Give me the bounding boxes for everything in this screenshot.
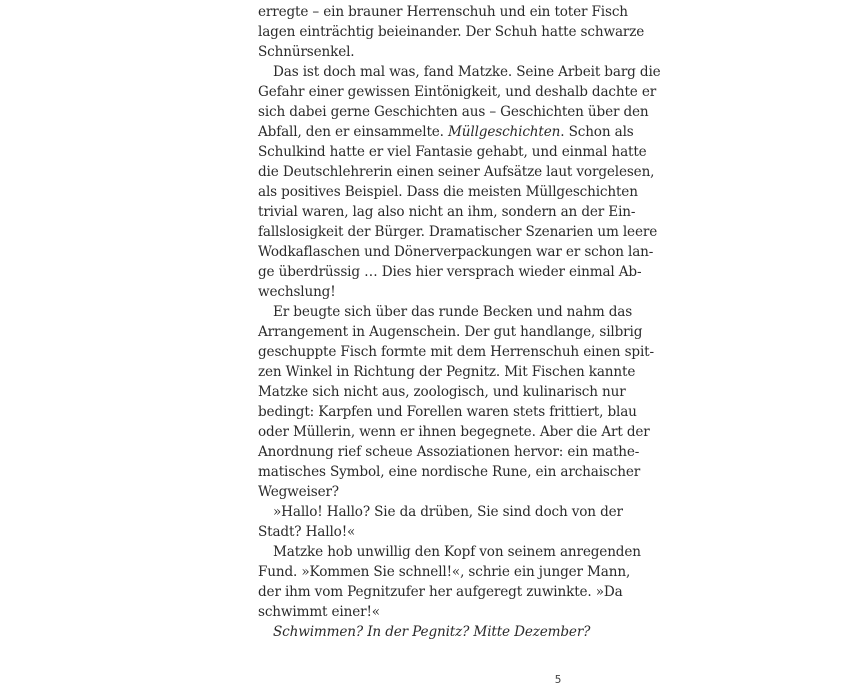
text-run: oder Müllerin, wenn er ihnen begegnete. Aber die Art der — [258, 424, 650, 440]
text-line — [258, 482, 606, 502]
text-line — [258, 502, 623, 522]
text-run: Matzke hob unwillig den Kopf von seinem anregenden — [273, 544, 641, 560]
text-line — [258, 442, 640, 462]
text-run: Arrangement in Augenschein. Der gut handlange, silbrig — [258, 324, 643, 340]
text-run: wechslung! — [258, 284, 336, 300]
text-line — [258, 522, 606, 542]
text-line — [258, 282, 606, 302]
text-line — [258, 302, 633, 322]
text-line — [258, 562, 631, 582]
paragraph — [258, 302, 654, 502]
text-line — [258, 342, 654, 362]
text-run: Abfall, den er einsammelte. — [258, 124, 449, 140]
text-run: »Hallo! Hallo? Sie da drüben, Sie sind doch von der — [273, 504, 623, 520]
text-line — [258, 322, 643, 342]
text-run: Anordnung rief scheue Assoziationen hervor: ein mathe- — [258, 444, 640, 460]
page-number: 5 — [554, 673, 562, 686]
text-run: bedingt: Karpfen und Forellen waren stets frittiert, blau — [258, 404, 637, 420]
text-run: erregte – ein brauner Herrenschuh und ein toter Fisch — [258, 4, 628, 20]
text-run: Gefahr einer gewissen Eintönigkeit, und deshalb dachte er — [258, 84, 657, 100]
text-line — [258, 22, 645, 42]
text-line — [258, 242, 654, 262]
text-line — [258, 622, 606, 642]
text-run: als positives Beispiel. Dass die meisten Müllgeschichten — [258, 184, 638, 200]
text-run: die Deutschlehrerin einen seiner Aufsätze laut vorgelesen, — [258, 164, 655, 180]
italic-text: Schwimmen? In der Pegnitz? Mitte Dezember? — [273, 624, 591, 640]
text-line — [258, 422, 650, 442]
text-line — [258, 62, 661, 82]
paragraph — [258, 62, 661, 302]
text-run: Wegweiser? — [258, 484, 339, 500]
text-line — [258, 42, 606, 62]
text-line — [258, 122, 634, 142]
text-run: Schulkind hatte er viel Fantasie gehabt, und einmal hatte — [258, 144, 647, 160]
text-run: Fund. »Kommen Sie schnell!«, schrie ein junger Mann, — [258, 564, 631, 580]
text-line — [258, 2, 628, 22]
text-run: schwimmt einer!« — [258, 604, 380, 620]
text-line — [258, 262, 642, 282]
text-line — [258, 82, 657, 102]
italic-text: Müllgeschichten — [448, 124, 561, 140]
book-page-body — [258, 2, 661, 642]
text-line — [258, 542, 641, 562]
text-line — [258, 142, 647, 162]
text-run: lagen einträchtig beieinander. Der Schuh hatte schwarze — [258, 24, 645, 40]
text-line — [258, 382, 626, 402]
text-line — [258, 462, 641, 482]
text-line — [258, 602, 606, 622]
paragraph — [258, 622, 606, 642]
text-run: fallslosigkeit der Bürger. Dramatischer Szenarien um leere — [258, 224, 658, 240]
text-run: trivial waren, lag also nicht an ihm, sondern an der Ein- — [258, 204, 636, 220]
text-line — [258, 402, 637, 422]
paragraph — [258, 2, 645, 62]
text-line — [258, 222, 658, 242]
paragraph — [258, 502, 623, 542]
text-line — [258, 162, 655, 182]
text-run: geschuppte Fisch formte mit dem Herrenschuh einen spit- — [258, 344, 654, 360]
text-run: ge überdrüssig … Dies hier versprach wieder einmal Ab- — [258, 264, 642, 280]
text-line — [258, 102, 649, 122]
paragraph — [258, 542, 641, 622]
text-run: Schnürsenkel. — [258, 44, 355, 60]
text-line — [258, 202, 636, 222]
text-run: matisches Symbol, eine nordische Rune, ein archaischer — [258, 464, 641, 480]
text-line — [258, 182, 638, 202]
text-line — [258, 362, 636, 382]
text-run: sich dabei gerne Geschichten aus – Geschichten über den — [258, 104, 649, 120]
text-run: Wodkaflaschen und Dönerverpackungen war er schon lan- — [258, 244, 654, 260]
text-run: Er beugte sich über das runde Becken und nahm das — [273, 304, 633, 320]
text-run: Matzke sich nicht aus, zoologisch, und kulinarisch nur — [258, 384, 626, 400]
text-run: Stadt? Hallo!« — [258, 524, 356, 540]
text-run: Das ist doch mal was, fand Matzke. Seine Arbeit barg die — [273, 64, 661, 80]
text-run: zen Winkel in Richtung der Pegnitz. Mit Fischen kannte — [258, 364, 636, 380]
text-run: der ihm vom Pegnitzufer her aufgeregt zuwinkte. »Da — [258, 584, 623, 600]
text-line — [258, 582, 623, 602]
text-run: . Schon als — [560, 124, 634, 140]
